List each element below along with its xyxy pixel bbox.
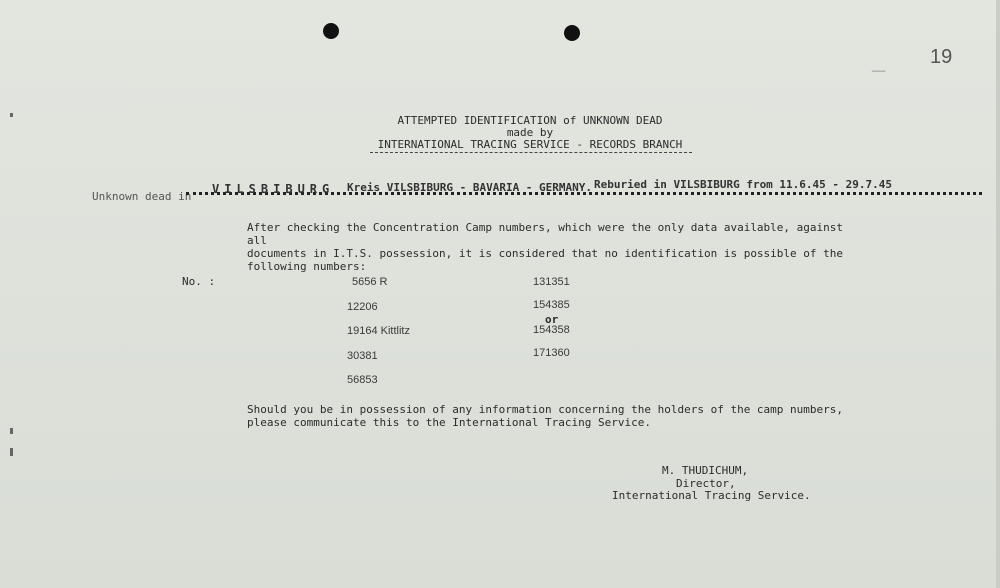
paragraph-line: documents in I.T.S. possession, it is considered that no identification is possible of the bbox=[247, 247, 844, 260]
signatory-title: Director, bbox=[676, 477, 736, 490]
paragraph-line: following numbers: bbox=[247, 260, 367, 273]
unknown-dead-label: Unknown dead in bbox=[92, 190, 192, 203]
numbers-label: No. : bbox=[182, 275, 216, 288]
heading-rule bbox=[370, 152, 692, 153]
heading-made-by: made by bbox=[506, 126, 554, 139]
punch-hole-left bbox=[323, 23, 339, 39]
margin-mark bbox=[10, 113, 13, 117]
margin-mark bbox=[10, 428, 13, 434]
or-text: or bbox=[545, 313, 559, 326]
signatory-name: M. THUDICHUM, bbox=[662, 464, 749, 477]
region-text: Kreis VILSBIBURG - BAVARIA - GERMANY. bbox=[347, 181, 593, 194]
place-name: VILSBIBURG bbox=[212, 182, 335, 196]
heading-organization: INTERNATIONAL TRACING SERVICE - RECORDS BRANCH bbox=[377, 138, 683, 151]
corner-mark: __ bbox=[872, 58, 886, 72]
camp-number: 5656 R bbox=[352, 276, 388, 288]
heading-title: ATTEMPTED IDENTIFICATION of UNKNOWN DEAD bbox=[397, 114, 663, 127]
page-edge bbox=[996, 0, 1000, 588]
paragraph-line: please communicate this to the International Tracing Service. bbox=[247, 416, 651, 429]
camp-number: 154385 bbox=[533, 299, 570, 311]
camp-number: 12206 bbox=[347, 301, 378, 313]
signatory-organization: International Tracing Service. bbox=[612, 489, 811, 502]
punch-hole-right bbox=[564, 25, 580, 41]
camp-number: 56853 bbox=[347, 374, 378, 386]
camp-number: 30381 bbox=[347, 350, 378, 362]
margin-mark bbox=[10, 448, 13, 456]
page-number: 19 bbox=[930, 46, 953, 68]
camp-number: 131351 bbox=[533, 276, 570, 288]
camp-number: 154358 bbox=[533, 324, 570, 336]
camp-number: 19164 Kittlitz bbox=[347, 325, 410, 337]
camp-number: 171360 bbox=[533, 347, 570, 359]
intro-paragraph bbox=[247, 221, 867, 273]
paragraph-line: After checking the Concentration Camp numbers, which were the only data available, against all bbox=[247, 221, 844, 247]
paragraph-line: Should you be in possession of any information concerning the holders of the camp numbers, bbox=[247, 403, 844, 416]
closing-paragraph bbox=[247, 403, 867, 429]
reburied-text: Reburied in VILSBIBURG from 11.6.45 - 29.7.45 bbox=[594, 178, 893, 191]
